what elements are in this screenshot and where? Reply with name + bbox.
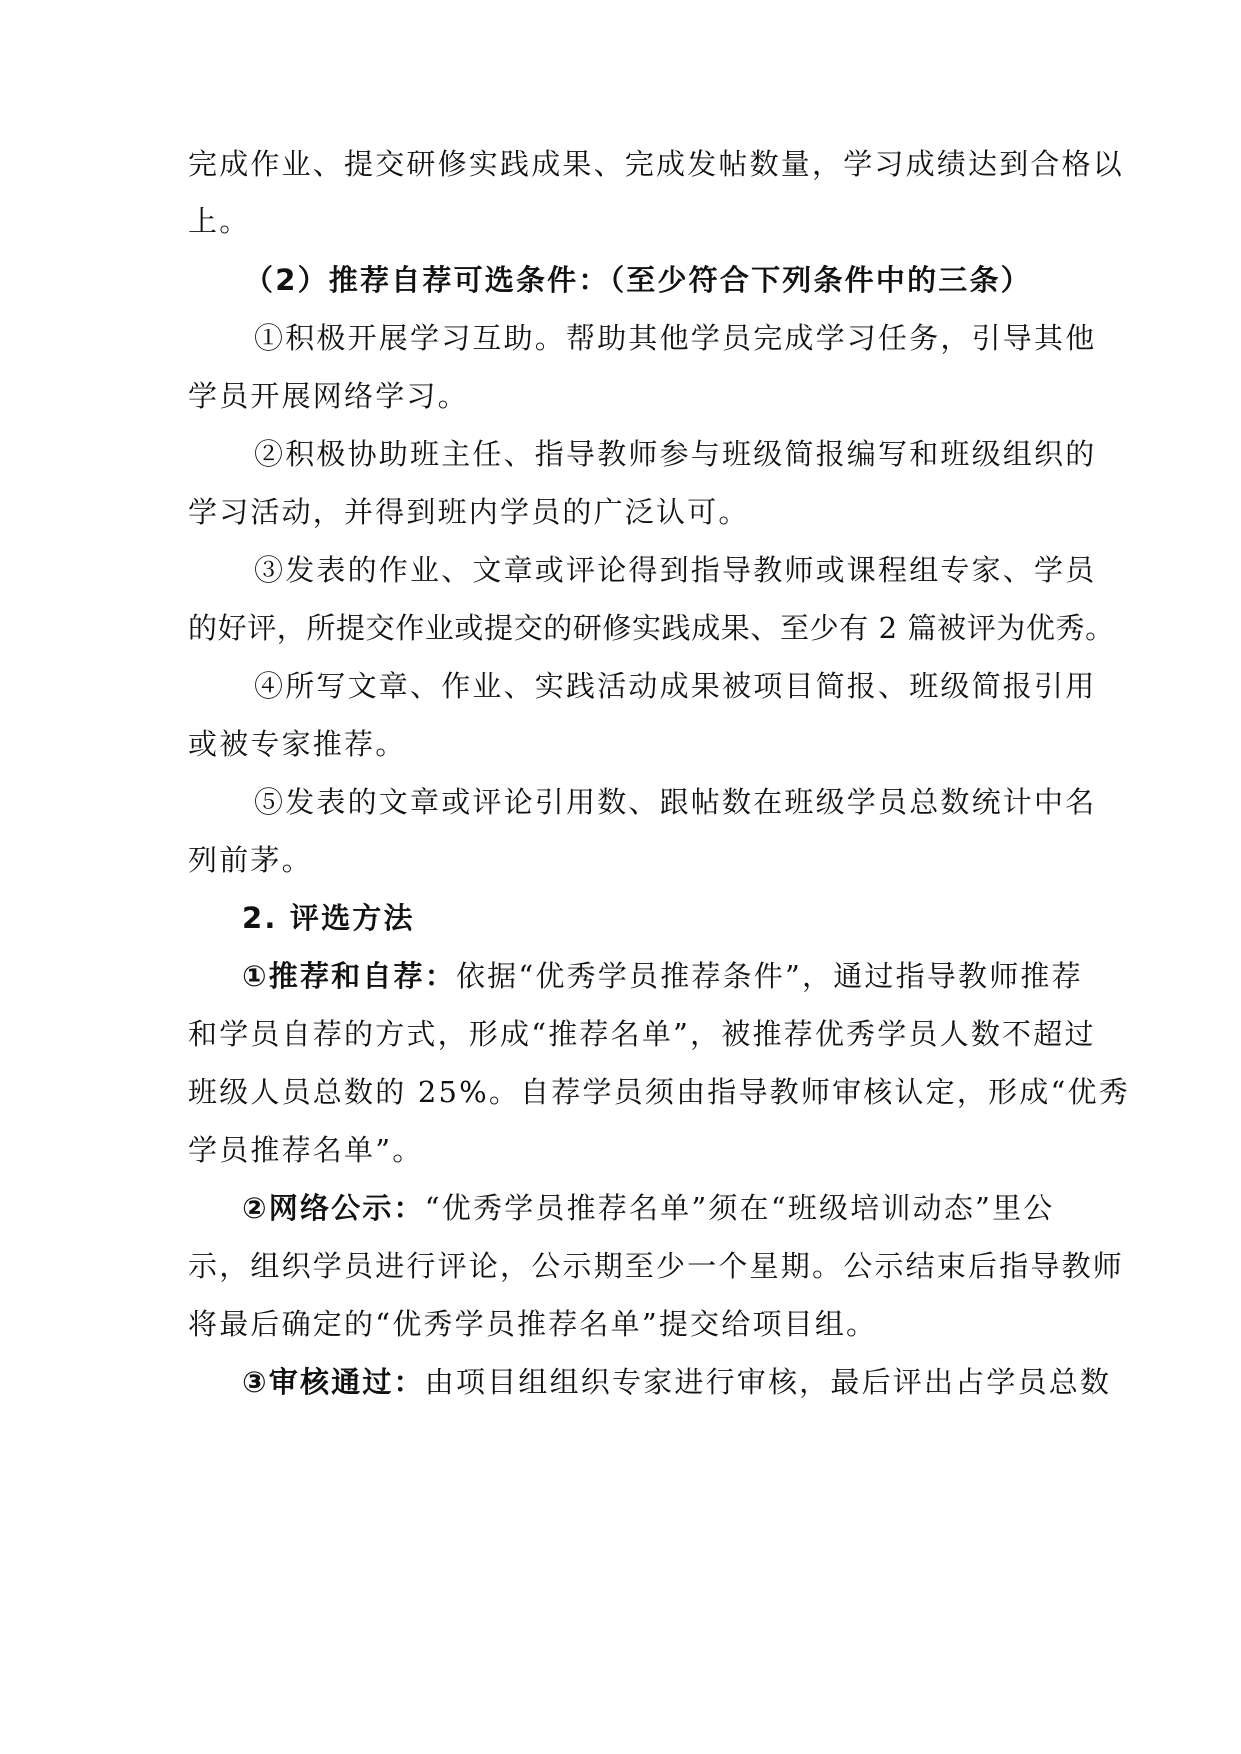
paragraph-line xyxy=(242,956,1112,996)
paragraph-line: ③发表的作业、文章或评论得到指导教师或课程组专家、学员 xyxy=(254,553,1097,587)
paragraph-line: 学员推荐名单”。 xyxy=(188,1133,424,1167)
paragraph-line xyxy=(242,1188,1112,1228)
paragraph-line: 完成作业、提交研修实践成果、完成发帖数量，学习成绩达到合格以 xyxy=(188,147,1125,181)
paragraph-line: 或被专家推荐。 xyxy=(188,727,407,761)
paragraph-text: 由项目组组织专家进行审核，最后评出占学员总数 xyxy=(424,1365,1112,1399)
bold-lead: ②网络公示： xyxy=(242,1191,425,1225)
paragraph-line: 上。 xyxy=(188,204,251,238)
bold-lead: ①推荐和自荐： xyxy=(242,959,456,993)
paragraph-line: 将最后确定的“优秀学员推荐名单”提交给项目组。 xyxy=(188,1307,878,1341)
bold-lead: ③审核通过： xyxy=(242,1365,425,1399)
section-heading: （2）推荐自荐可选条件：（至少符合下列条件中的三条） xyxy=(244,263,1032,297)
paragraph-line: 示，组织学员进行评论，公示期至少一个星期。公示结束后指导教师 xyxy=(188,1249,1125,1283)
paragraph-line: ②积极协助班主任、指导教师参与班级简报编写和班级组织的 xyxy=(254,437,1097,471)
paragraph-line: 班级人员总数的 25%。自荐学员须由指导教师审核认定，形成“优秀 xyxy=(188,1075,1130,1109)
paragraph-line: 列前茅。 xyxy=(188,843,313,877)
paragraph-line: ⑤发表的文章或评论引用数、跟帖数在班级学员总数统计中名 xyxy=(254,785,1097,819)
paragraph-line: 和学员自荐的方式，形成“推荐名单”，被推荐优秀学员人数不超过 xyxy=(188,1017,1096,1051)
paragraph-line: ①积极开展学习互助。帮助其他学员完成学习任务，引导其他 xyxy=(254,321,1097,355)
paragraph-text: 依据“优秀学员推荐条件”，通过指导教师推荐 xyxy=(455,959,1083,993)
paragraph-line xyxy=(242,1362,1112,1402)
section-heading: 2. 评选方法 xyxy=(242,901,415,935)
paragraph-line: ④所写文章、作业、实践活动成果被项目简报、班级简报引用 xyxy=(254,669,1097,703)
paragraph-text: “优秀学员推荐名单”须在“班级培训动态”里公 xyxy=(424,1191,1055,1225)
paragraph-line: 的好评，所提交作业或提交的研修实践成果、至少有 2 篇被评为优秀。 xyxy=(188,611,1115,645)
paragraph-line: 学习活动，并得到班内学员的广泛认可。 xyxy=(188,495,750,529)
paragraph-line: 学员开展网络学习。 xyxy=(188,379,469,413)
